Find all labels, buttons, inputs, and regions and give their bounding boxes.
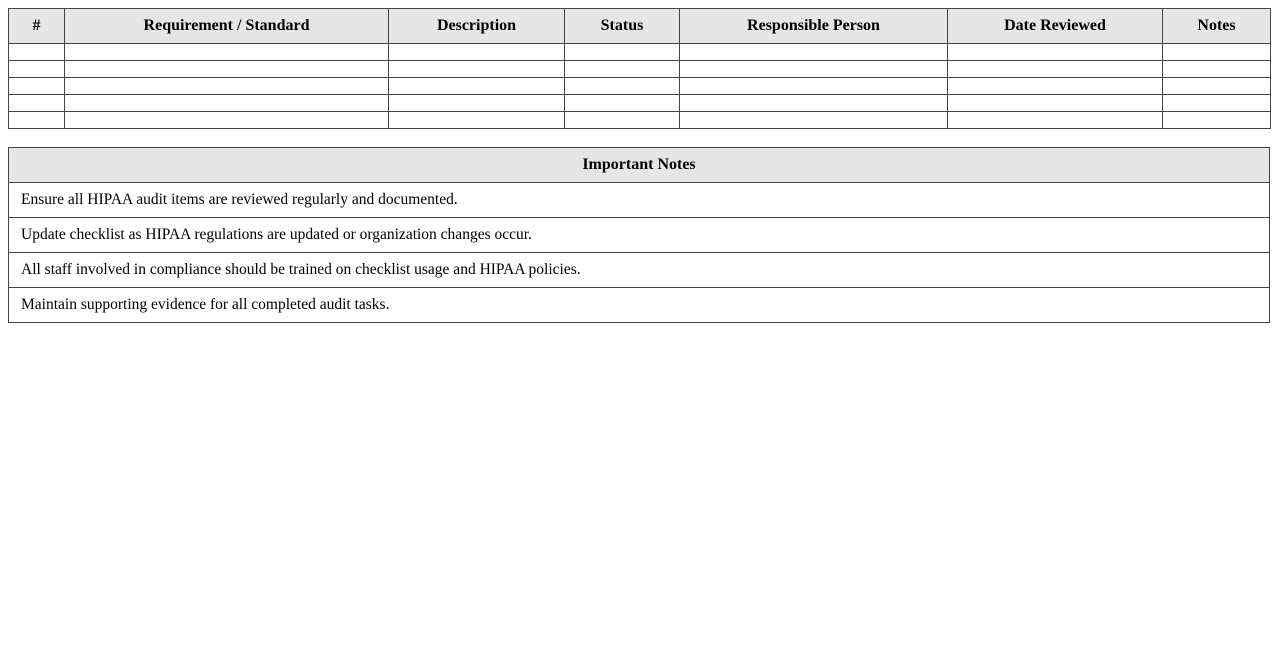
table-cell: [565, 61, 680, 78]
column-header-date-reviewed: Date Reviewed: [948, 9, 1163, 44]
important-notes-table: [8, 147, 1270, 323]
note-item: Maintain supporting evidence for all completed audit tasks.: [9, 288, 1270, 323]
table-cell: [389, 44, 565, 61]
table-cell: [389, 112, 565, 129]
table-cell: [389, 95, 565, 112]
table-cell: [1163, 61, 1271, 78]
table-row: [9, 112, 1271, 129]
column-header-status: Status: [565, 9, 680, 44]
table-row: [9, 44, 1271, 61]
table-cell: [65, 95, 389, 112]
note-item: Ensure all HIPAA audit items are reviewed regularly and documented.: [9, 183, 1270, 218]
table-cell: [65, 61, 389, 78]
table-cell: [389, 61, 565, 78]
table-cell: [680, 112, 948, 129]
table-cell: [565, 112, 680, 129]
table-cell: [948, 44, 1163, 61]
table-cell: [9, 112, 65, 129]
column-header-description: Description: [389, 9, 565, 44]
table-row: [9, 78, 1271, 95]
hipaa-checklist-table: [8, 8, 1271, 129]
important-notes-title: Important Notes: [9, 148, 1270, 183]
table-cell: [680, 44, 948, 61]
table-cell: [680, 78, 948, 95]
table-cell: [565, 95, 680, 112]
table-cell: [680, 95, 948, 112]
table-cell: [9, 95, 65, 112]
table-cell: [948, 112, 1163, 129]
table-cell: [948, 61, 1163, 78]
column-header-number: #: [9, 9, 65, 44]
note-item: All staff involved in compliance should be trained on checklist usage and HIPAA policies.: [9, 253, 1270, 288]
table-cell: [9, 61, 65, 78]
table-cell: [389, 78, 565, 95]
table-row: [9, 61, 1271, 78]
table-cell: [1163, 95, 1271, 112]
note-row: [9, 218, 1270, 253]
column-header-requirement: Requirement / Standard: [65, 9, 389, 44]
table-row: [9, 95, 1271, 112]
notes-header-row: [9, 148, 1270, 183]
note-row: [9, 288, 1270, 323]
table-cell: [680, 61, 948, 78]
table-cell: [9, 44, 65, 61]
table-cell: [1163, 112, 1271, 129]
table-cell: [565, 44, 680, 61]
note-row: [9, 183, 1270, 218]
table-cell: [565, 78, 680, 95]
table-cell: [65, 44, 389, 61]
column-header-responsible-person: Responsible Person: [680, 9, 948, 44]
column-header-notes: Notes: [1163, 9, 1271, 44]
table-cell: [948, 78, 1163, 95]
table-cell: [65, 78, 389, 95]
note-item: Update checklist as HIPAA regulations are updated or organization changes occur.: [9, 218, 1270, 253]
table-cell: [1163, 78, 1271, 95]
table-cell: [948, 95, 1163, 112]
table-cell: [1163, 44, 1271, 61]
table-cell: [9, 78, 65, 95]
table-header-row: [9, 9, 1271, 44]
table-cell: [65, 112, 389, 129]
document-page: [8, 8, 1270, 323]
note-row: [9, 253, 1270, 288]
